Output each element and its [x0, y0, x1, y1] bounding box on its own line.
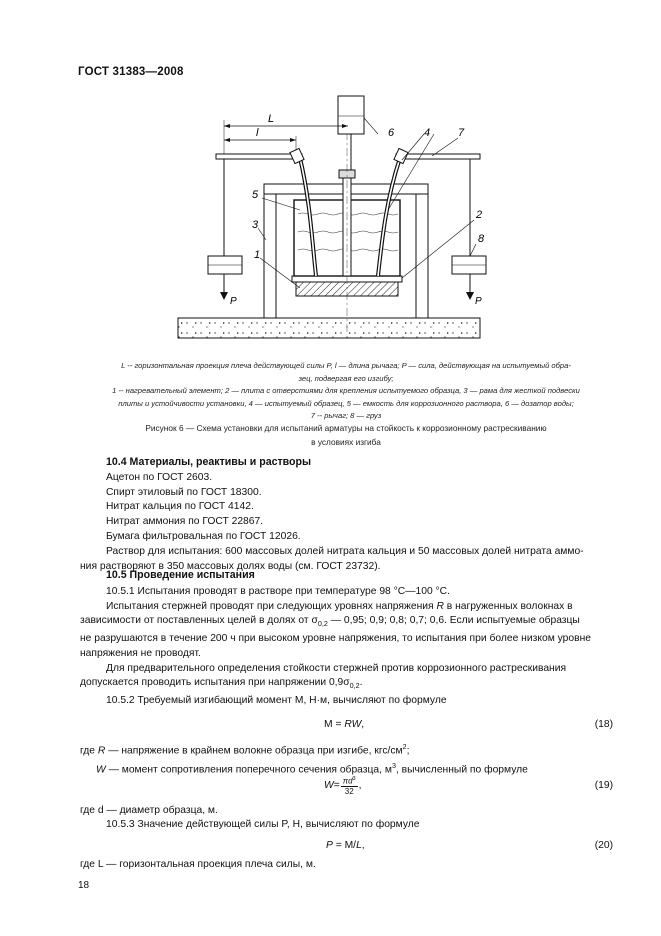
section-10-5-title: 10.5 Проведение испытания — [106, 569, 255, 581]
list-item: Спирт этиловый по ГОСТ 18300. — [106, 486, 262, 498]
label-7: 7 — [458, 127, 465, 139]
paragraph-10-5-1: 10.5.1 Испытания проводят в растворе при температуре 98 °С—100 °С. Испытания стержней проводят при следующих уровнях напряжения R в нагруженных волокнах в зависимости от поставленных целей в долях от $\sigma_{0,2}$ — 0,95; 0,9; 0,8; 0,7; 0,6. Если испытуемые образцы не разрушаются в течение 200 ч при высоком уровне напряжения, то испытания при более низком уровне напряжения не проводят. Для предварительного определения стойкости стержней против коррозионного растрескивания допускается проводить испытания при напряжении $0,9\sigma_{0,2}$. 10.5.2 Требуемый изгибающий момент М, Н·м, вычисляют по формуле — [80, 586, 591, 707]
paragraph-10-5-3: 10.5.3 Значение действующей силы P, Н, вычисляют по формуле — [106, 819, 420, 830]
frame-left-post — [264, 194, 276, 318]
list-item: Нитрат кальция по ГОСТ 4142. — [106, 501, 254, 513]
label-P-left: P — [230, 296, 237, 307]
label-P-right: P — [475, 296, 482, 307]
label-6: 6 — [388, 127, 395, 139]
page-header: ГОСТ 31383—2008 — [78, 66, 184, 78]
where-R: где R — напряжение в крайнем волокне образца при изгибе, кгс/$см^2$; W — момент сопротивления поперечного сечения образца, $м^3$, вычисленный по формуле — [80, 742, 528, 776]
label-2: 2 — [476, 209, 483, 221]
where-L: где L — горизонтальная проекция плеча силы, м. — [80, 859, 316, 870]
where-d: где d — диаметр образца, м. — [80, 805, 218, 816]
equation-19: W = $\frac{\pi d^3}{32}$ , — [324, 776, 362, 796]
label-5: 5 — [252, 189, 259, 201]
section-10-4-title: 10.4 Материалы, реактивы и растворы — [106, 456, 312, 468]
label-3: 3 — [252, 219, 259, 231]
label-L: L — [268, 113, 275, 125]
label-8: 8 — [478, 233, 485, 245]
list-item: Ацетон по ГОСТ 2603. — [106, 472, 213, 483]
solution-paragraph: Раствор для испытания: 600 массовых долей нитрата кальция и 50 массовых долей нитрата аммо- ния растворяют в 350 массовых долях воды (см. ГОСТ 23732). — [80, 546, 584, 572]
figure-6-diagram — [170, 90, 490, 340]
equation-18: М = RW, — [324, 719, 365, 730]
equation-20: P = M/L, — [326, 840, 365, 851]
lever-right — [396, 154, 480, 159]
label-l: l — [256, 127, 259, 139]
list-item: Бумага фильтровальная по ГОСТ 12026. — [106, 530, 301, 542]
list-item: Нитрат аммония по ГОСТ 22867. — [106, 516, 264, 528]
water-dispenser — [338, 96, 364, 134]
label-1: 1 — [254, 249, 261, 261]
figure-legend: L -- горизонтальная проекция плеча действующей силы P, l — длина рычага; P — сила, действующая на испытуемый обра- зец, подвергая его изгибу; 1 -- нагревательный элемент; 2 — плита с отверстиями для крепления испытуемого образца, 3 — рама для жесткой подвески плиты и устойчивости установки, 4 — испытуемый образец, 5 — емкость для коррозионного раствора, 6 — дозатор воды; 7 -- рычаг; 8 — груз — [112, 361, 580, 420]
equation-19-number: (19) — [594, 780, 613, 791]
frame-right-post — [416, 194, 428, 318]
equation-18-number: (18) — [594, 719, 613, 730]
materials-list — [106, 471, 301, 545]
figure-caption: Рисунок 6 — Схема установки для испытаний арматуры на стойкость к коррозионному растрескиванию в условиях изгиба — [145, 423, 547, 447]
equation-20-number: (20) — [594, 840, 613, 851]
label-4: 4 — [424, 127, 431, 139]
lever-left — [216, 154, 302, 159]
concrete-base — [178, 318, 480, 338]
page-number: 18 — [78, 880, 90, 891]
